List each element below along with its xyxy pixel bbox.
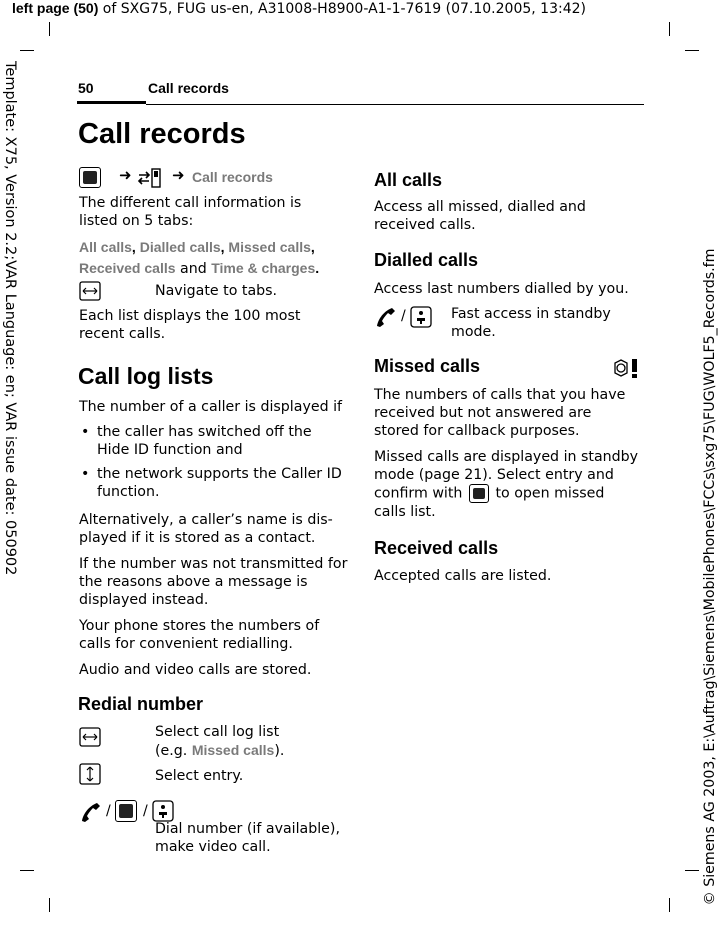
- audio-video-text: Audio and video calls are stored.: [79, 662, 312, 678]
- fast-access-text: Fast access in standby mode.: [451, 306, 611, 340]
- tab-dialled-calls: Dialled calls: [139, 239, 221, 255]
- header-thick-rule: [77, 101, 146, 104]
- template-info: Template: X75, Version 2.2;VAR Language: en; VAR issue date: 050902: [2, 61, 18, 576]
- print-header-rest: of SXG75, FUG us-en, A31008-H8900-A1-1-7619 (07.10.2005, 13:42): [98, 1, 586, 17]
- nav-up-down-key-icon: [79, 763, 101, 785]
- tab-time-charges: Time & charges: [211, 260, 316, 276]
- running-title: Call records: [148, 80, 229, 96]
- page-title: Call records: [78, 118, 246, 150]
- crop-mark: [669, 898, 670, 912]
- print-header: [12, 0, 586, 18]
- nav-path: [79, 166, 339, 188]
- list-item: • the network supports the Caller ID function.: [79, 465, 347, 501]
- crop-mark: [49, 898, 50, 912]
- copyright-path: © Siemens AG 2003, E:\Auftrag\Siemens\MobilePhones\FCCs\sxg75\FUG\WOLF5_Records.fm: [702, 248, 718, 906]
- menu-key-icon: [469, 484, 489, 503]
- arrow-right-icon: ➜: [172, 166, 185, 184]
- caller-intro: The number of a caller is displayed if: [79, 399, 343, 415]
- tab-all-calls: All calls: [79, 239, 132, 255]
- caller-conditions: [79, 423, 347, 507]
- arrow-right-icon: ➜: [119, 166, 132, 184]
- crop-mark: [49, 22, 50, 36]
- select-entry-text: Select entry.: [155, 768, 244, 784]
- crop-mark: [20, 870, 34, 871]
- tab-received-calls: Received calls: [79, 260, 176, 276]
- video-call-key-icon: [152, 800, 174, 822]
- heading-received-calls: Received calls: [374, 538, 499, 558]
- tab-missed-calls: Missed calls: [228, 239, 311, 255]
- fast-access-keys: [374, 305, 444, 329]
- crop-mark: [669, 22, 670, 36]
- section-redial-number: Redial number: [78, 694, 204, 714]
- select-list-text: Select call log list (e.g. Missed calls).: [155, 724, 285, 759]
- tab-list: All calls, Dialled calls, Missed calls, Received calls and Time & charges.: [79, 239, 320, 277]
- crop-mark: [20, 50, 34, 51]
- stores-text: Your phone stores the numbers of calls for convenient redialling.: [79, 618, 320, 652]
- call-key-icon: [374, 305, 398, 329]
- heading-missed-calls: Missed calls: [374, 356, 481, 376]
- nav-left-right-key-icon: [79, 727, 101, 747]
- network-service-icon: [613, 357, 641, 379]
- nav-path-target: Call records: [192, 169, 273, 185]
- heading-all-calls: All calls: [374, 170, 443, 190]
- list-item: • the caller has switched off the Hide ID function and: [79, 423, 347, 459]
- video-call-key-icon: [410, 306, 432, 328]
- call-key-icon: [79, 800, 103, 824]
- received-calls-text: Accepted calls are listed.: [374, 568, 552, 584]
- intro-text: The different call information is listed on 5 tabs:: [79, 195, 302, 229]
- crop-mark: [685, 870, 699, 871]
- menu-key-icon: [79, 167, 101, 188]
- dial-text: Dial number (if available), make video call.: [155, 821, 340, 855]
- tab-and: and: [175, 261, 212, 277]
- separator: /: [106, 803, 111, 819]
- call-records-icon: [137, 168, 163, 188]
- separator: /: [401, 308, 406, 324]
- alt-name-text: Alternatively, a caller’s name is dis-played if it is stored as a contact.: [79, 512, 333, 546]
- header-rule: [146, 104, 644, 105]
- page-number: 50: [78, 80, 94, 96]
- heading-dialled-calls: Dialled calls: [374, 250, 479, 270]
- list-note: Each list displays the 100 most recent calls.: [79, 308, 301, 342]
- missed-calls-text: The numbers of calls that you have received but not answered are stored for callback purposes.: [374, 387, 626, 439]
- separator: /: [143, 803, 148, 819]
- dialled-calls-text: Access last numbers dialled by you.: [374, 281, 629, 297]
- missed-calls-example: Missed calls: [191, 742, 275, 758]
- nav-left-right-key-icon: [79, 281, 101, 301]
- all-calls-text: Access all missed, dialled and received calls.: [374, 199, 586, 233]
- section-call-log-lists: Call log lists: [78, 363, 214, 389]
- missed-calls-standby-text: Missed calls are displayed in standby mode (page 21). Select entry and confirm with to open missed calls list.: [374, 449, 639, 520]
- print-header-page: left page (50): [12, 0, 99, 16]
- navigate-text: Navigate to tabs.: [155, 283, 278, 299]
- crop-mark: [685, 50, 699, 51]
- menu-key-icon: [115, 800, 137, 822]
- not-transmitted-text: If the number was not transmitted for the reasons above a message is displayed instead.: [79, 556, 348, 608]
